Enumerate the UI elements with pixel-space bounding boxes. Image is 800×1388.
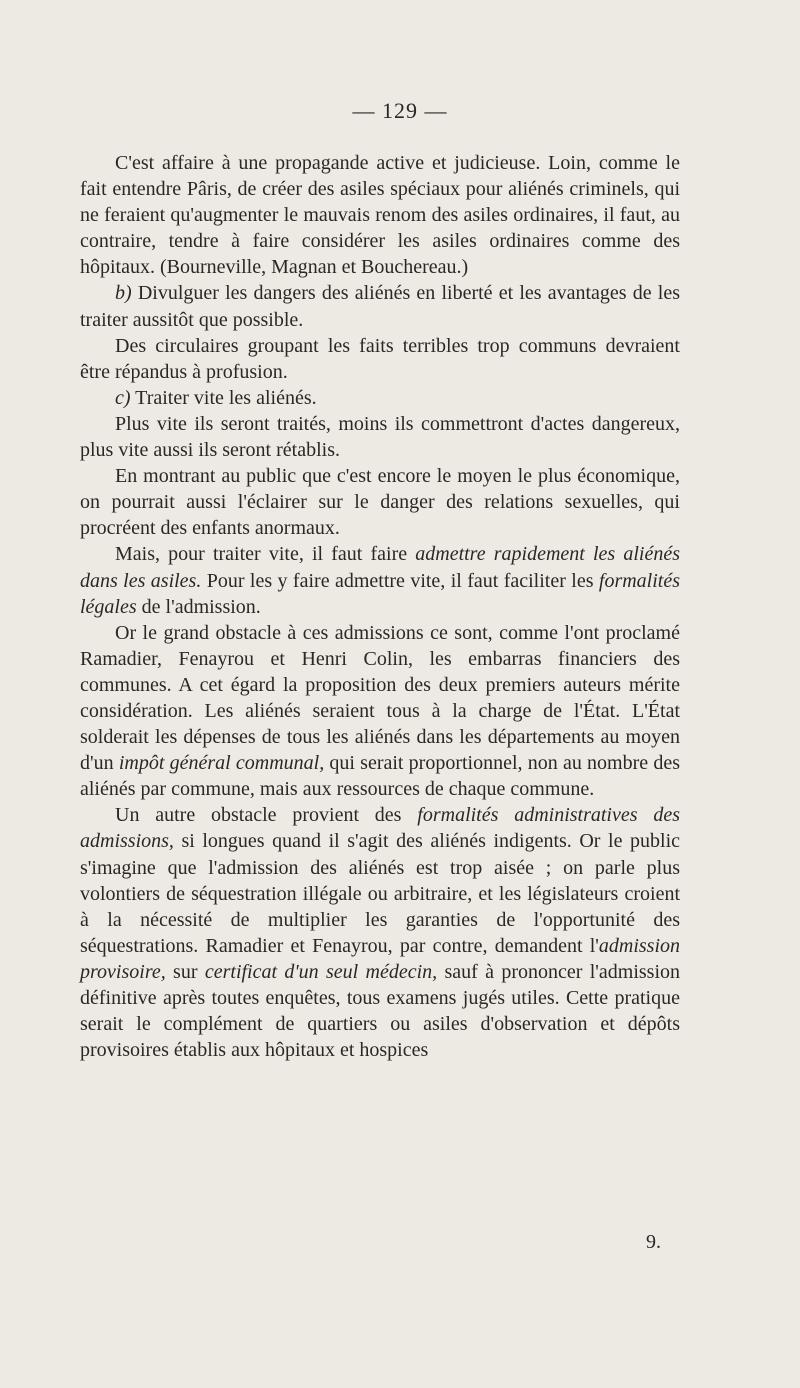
- paragraph: [80, 385, 680, 411]
- text-segment: Mais, pour traiter vite, il faut faire: [115, 543, 416, 566]
- page-number: — 129 —: [352, 98, 448, 123]
- paragraph: [80, 620, 680, 803]
- text-segment: Divulguer les dangers des aliénés en liberté et les avantages de les traiter aussitôt que possible.: [80, 282, 680, 331]
- italic-segment: formalités légales: [80, 569, 681, 618]
- paragraph: [80, 280, 680, 332]
- paragraph: [80, 411, 680, 463]
- paragraph: [80, 541, 680, 619]
- paragraph: [80, 333, 680, 385]
- text-segment: Un autre obstacle provient des: [115, 804, 418, 827]
- text-segment: Pour les y faire admettre vite, il faut faciliter les: [201, 569, 599, 592]
- text-segment: Traiter vite les aliénés.: [130, 386, 317, 409]
- text-segment: si longues quand il s'agit des aliénés indigents. Or le public s'imagine que l'admission des aliénés est trop aisée ; on parle plus volontiers de séquestration illégale ou arbitraire, et les législateurs croient à la nécessité de multiplier les garanties de l'opportunité des séquestrations. Ramadier et Fenayrou, par contre, demandent l': [80, 830, 680, 957]
- paragraph: [80, 150, 680, 280]
- text-segment: qui serait proportionnel, non au nombre des aliénés par commune, mais aux ressources de chaque commune.: [80, 752, 680, 801]
- italic-segment: impôt général communal,: [118, 752, 325, 775]
- paragraph: [80, 463, 680, 541]
- text-segment: Plus vite ils seront traités, moins ils commettront d'actes dangereux, plus vite aussi ils seront rétablis.: [80, 412, 680, 462]
- text-segment: Des circulaires groupant les faits terribles trop communs devraient être répandus à profusion.: [80, 334, 680, 383]
- italic-segment: admettre rapidement les aliénés dans les asiles.: [80, 543, 680, 592]
- text-segment: C'est affaire à une propagande active et judicieuse. Loin, comme le fait entendre Pâris, de créer des asiles spéciaux pour aliénés criminels, qui ne feraient qu'augmenter le mauvais renom des asiles ordinaires, il faut, au contraire, tendre à faire considérer les asiles ordinaires comme des hôpitaux. (Bourneville, Magnan et Bouchereau.): [80, 152, 680, 279]
- italic-segment: b): [115, 282, 132, 305]
- italic-segment: certificat d'un seul médecin,: [204, 960, 438, 983]
- body-text: [80, 150, 680, 1063]
- text-segment: sauf à prononcer l'admission définitive après toutes enquêtes, tous examens jugés utiles. Cette pratique serait le complément de quartiers ou asiles d'observation et dépôts provisoires établis aux hôpitaux et hospices: [80, 960, 681, 1062]
- text-segment: de l'admission.: [136, 595, 261, 618]
- text-segment: sur: [165, 960, 205, 983]
- paragraph: [80, 802, 680, 1063]
- italic-segment: admission provisoire,: [80, 934, 680, 983]
- italic-segment: formalités administratives des admissions,: [80, 804, 680, 853]
- signature-mark: 9.: [646, 1231, 661, 1253]
- text-segment: En montrant au public que c'est encore le moyen le plus économique, on pourrait aussi l'éclairer sur le danger des relations sexuelles, qui procréent des enfants anormaux.: [80, 465, 680, 540]
- italic-segment: c): [115, 386, 131, 409]
- text-segment: Or le grand obstacle à ces admissions ce sont, comme l'ont proclamé Ramadier, Fenayrou et Henri Colin, les embarras financiers des communes. A cet égard la proposition des deux premiers auteurs mérite considération. Les aliénés seraient tous à la charge de l'État. L'État solderait les dépenses de tous les aliénés dans les départements au moyen d'un: [80, 621, 680, 775]
